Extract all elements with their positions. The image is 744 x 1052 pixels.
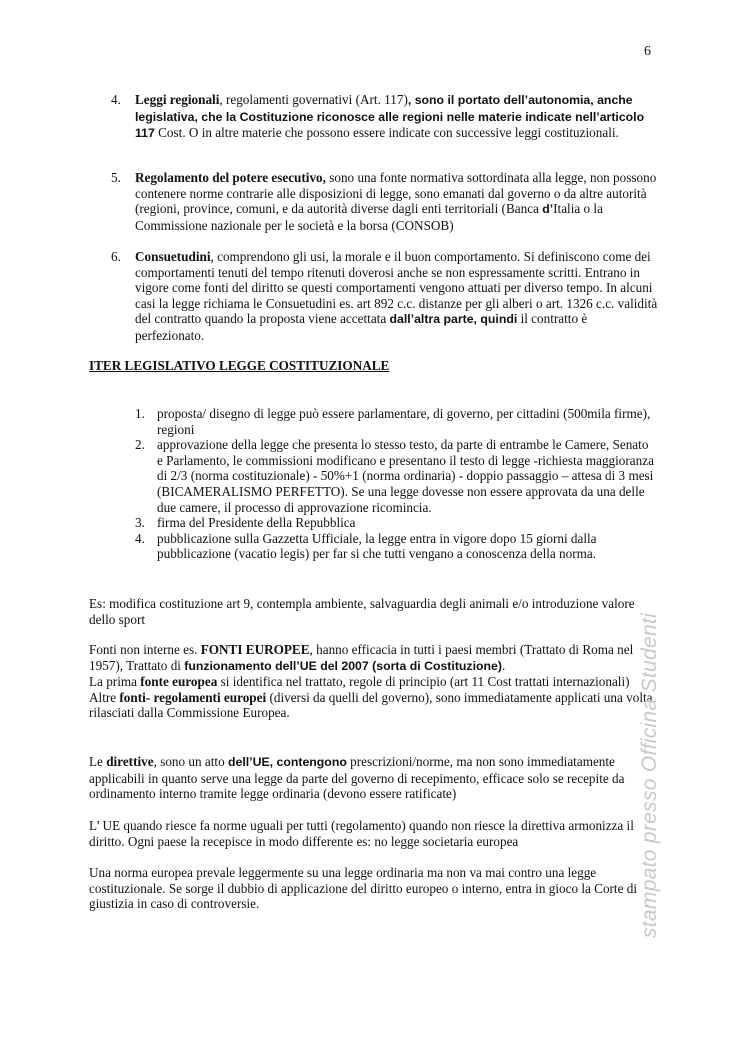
emphasis-text: dall’altra parte, quindi (389, 312, 518, 327)
text-run: si identifica nel trattato, regole di principio (art 11 Cost trattati internazionali) (217, 674, 630, 690)
text-run: Altre (89, 689, 120, 705)
list-item-text (135, 170, 659, 233)
page-number: 6 (644, 44, 651, 59)
paragraph-fonti-europee (89, 642, 654, 674)
bold-term: Leggi regionali (135, 92, 220, 107)
bold-term: fonti- regolamenti europei (119, 689, 267, 705)
iter-step-number: 2. (135, 437, 145, 453)
text-run: il contratto è perfezionato. (135, 311, 588, 343)
bold-term: fonte europea (140, 674, 218, 690)
bold-term: FONTI EUROPEE (200, 642, 310, 657)
list-item-number: 6. (111, 249, 121, 264)
list-item-number: 4. (111, 92, 121, 107)
list-item-leggi-regionali (111, 92, 659, 142)
iter-step-text: approvazione della legge che presenta lo stesso testo, da parte di entrambe le Camere, Senato e Parlamento, le commissioni modificano e presentano il testo di legge -richiesta maggioranza di 2/3 (norma costituzionale) - 50%+1 (norma ordinaria) - doppio passaggio – attesa di 3 mesi (BICAMERALISMO PERFETTO). Se una legge dovesse non essere approvata da una delle due camere, il processo di approvazione ricomincia. (157, 437, 654, 515)
emphasis-text: dell’UE, contengono (227, 755, 347, 769)
paragraph-direttive (89, 754, 654, 802)
list-item-regolamento-esecutivo (111, 170, 659, 233)
paragraph-prima-fonte (89, 674, 654, 690)
list-item-number: 5. (111, 170, 121, 185)
iter-step-text: firma del Presidente della Repubblica (157, 515, 356, 531)
iter-step (135, 437, 655, 515)
list-item-consuetudini (111, 249, 659, 344)
list-item-text (135, 92, 659, 142)
text-run: Le (89, 754, 107, 769)
text-run: , sono un atto (153, 754, 228, 769)
text-run: (diversi da quelli del governo), sono immediatamente applicati una volta rilasciati dalla Commissione Europea. (89, 689, 653, 721)
text-run: Italia o la Commissione nazionale per le società e la borsa (CONSOB) (135, 201, 603, 233)
emphasis-text: , sono il portato dell’autonomia, anche legislativa, che la Costituzione riconosce alle regioni nelle materie indicate nell’articolo 117 (135, 93, 645, 141)
bold-term: Regolamento del potere esecutivo, (135, 170, 326, 185)
emphasis-text: funzionamento dell’UE del 2007 (sorta di Costituzione) (184, 658, 502, 673)
paragraph-ue-norme: L’ UE quando riesce fa norme uguali per tutti (regolamento) quando non riesce la direttiva armonizza il diritto. Ogni paese la recepisce in modo differente es: no legge societaria europea (89, 818, 634, 849)
text-run: , comprendono gli usi, la morale e il buon comportamento. Si definiscono come dei comportamenti tenuti del tempo ritenuti doverosi anche se non espressamente scritti. Entrano in vigore come fonti del diritto se questi comportamenti vengono attuati per diverso tempo. In alcuni casi la legge richiama le Consuetudini es. art 892 c.c. distanze per gli alberi o art. 1326 c.c. validità del contratto quando la proposta viene accettata (135, 249, 658, 327)
list-item-text (135, 249, 659, 344)
text-run: . (501, 657, 506, 673)
paragraph-norma-europea: Una norma europea prevale leggermente su una legge ordinaria ma non va mai contro una legge costituzionale. Se sorge il dubbio di applicazione del diritto europeo o interno, entra in gioco la Corte di giustizia in caso di controversie. (89, 865, 637, 912)
text-run: Cost. O in altre materie che possono essere indicate con successive leggi costituzionali. (154, 125, 619, 141)
iter-step-number: 4. (135, 530, 145, 546)
iter-step (135, 531, 655, 562)
bold-term: direttive (106, 754, 154, 769)
paragraph-altre-fonti (89, 690, 654, 721)
paragraph-fonti-europee-block (89, 642, 654, 721)
iter-step-number: 3. (135, 515, 145, 531)
text-run: sono una fonte normativa sottordinata alla legge, non possono contenere norme contrarie alle disposizioni di legge, sono emanati dal governo o da altre autorità (regioni, province, comuni, e da autorità diverse dagli enti territoriali (Banca (135, 170, 657, 217)
iter-step-text: proposta/ disegno di legge può essere parlamentare, di governo, per cittadini (500mila firme), regioni (157, 406, 651, 437)
bold-term: Consuetudini (135, 249, 211, 264)
text-run: La prima (89, 674, 141, 690)
text-run: prescrizioni/norme, ma non sono immediatamente applicabili in quanto serve una legge da parte del governo di recepimento, efficace solo se recepite da ordinamento interno tramite legge ordinaria (devono essere ratificate) (89, 754, 625, 802)
text-run: Fonti non interne es. (89, 642, 201, 657)
iter-steps-list (135, 406, 655, 562)
emphasis-text: d’ (542, 202, 554, 217)
iter-step (135, 406, 655, 437)
iter-step (135, 515, 655, 531)
iter-step-number: 1. (135, 406, 145, 421)
iter-step-text: pubblicazione sulla Gazzetta Ufficiale, la legge entra in vigore dopo 15 giorni dalla pubblicazione (vacatio legis) per far si che tutti vengano a conoscenza della norma. (157, 530, 597, 562)
section-heading: ITER LEGISLATIVO LEGGE COSTITUZIONALE (89, 358, 390, 373)
text-run: , hanno efficacia in tutti i paesi membri (Trattato di Roma nel 1957), Trattato di (89, 642, 634, 673)
paragraph-example: Es: modifica costituzione art 9, contempla ambiente, salvaguardia degli animali e/o introduzione valore dello sport (89, 596, 635, 627)
text-run: , regolamenti governativi (Art. 117) (219, 92, 408, 107)
watermark: stampato presso Officina Studenti (638, 612, 661, 938)
